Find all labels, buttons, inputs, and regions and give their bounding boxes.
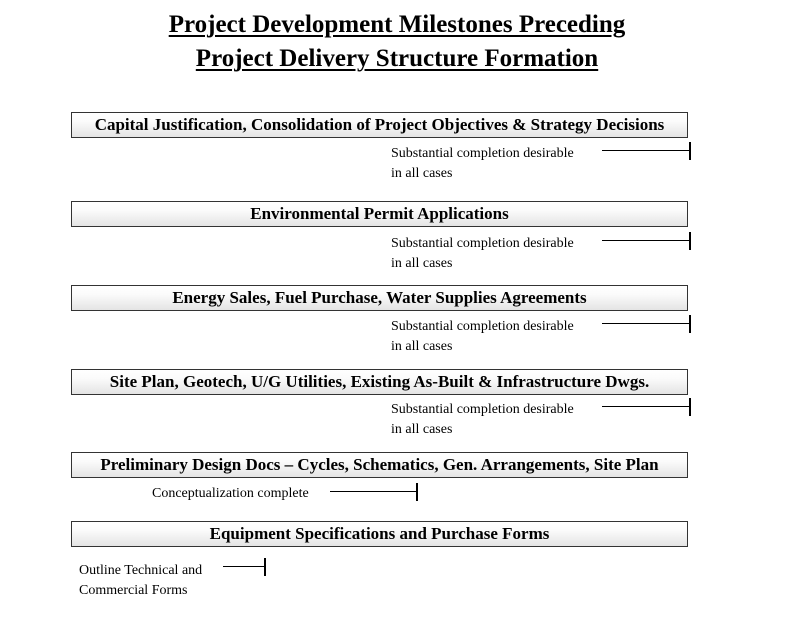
note-line: Commercial Forms [79, 582, 188, 598]
milestone-note-capital-justification [391, 144, 574, 183]
note-line: Outline Technical and [79, 563, 203, 578]
milestone-note-preliminary-design [152, 484, 309, 504]
milestone-bar-equipment-specifications: Equipment Specifications and Purchase Forms [71, 521, 688, 547]
milestone-bar-capital-justification: Capital Justification, Consolidation of Project Objectives & Strategy Decisions [71, 112, 688, 138]
note-line: in all cases [391, 421, 453, 437]
note-line: Substantial completion desirable [391, 146, 574, 161]
note-line: Substantial completion desirable [391, 402, 574, 417]
note-line: Substantial completion desirable [391, 319, 574, 334]
completion-arrow [602, 398, 691, 416]
completion-arrow [602, 142, 691, 160]
milestone-note-equipment-specifications [79, 561, 202, 600]
milestone-bar-site-plan: Site Plan, Geotech, U/G Utilities, Existing As-Built & Infrastructure Dwgs. [71, 369, 688, 395]
title-line-1: Project Development Milestones Preceding [168, 11, 626, 38]
milestone-bar-environmental-permits: Environmental Permit Applications [71, 201, 688, 227]
milestone-note-site-plan [391, 400, 574, 439]
note-line: in all cases [391, 255, 453, 271]
note-line: in all cases [391, 338, 453, 354]
milestone-note-environmental-permits [391, 234, 574, 273]
note-line: Substantial completion desirable [391, 236, 574, 251]
title-line-2: Project Delivery Structure Formation [195, 45, 599, 72]
note-line: in all cases [391, 165, 453, 181]
milestone-note-energy-sales [391, 317, 574, 356]
completion-arrow [223, 558, 266, 576]
milestone-bar-preliminary-design: Preliminary Design Docs – Cycles, Schematics, Gen. Arrangements, Site Plan [71, 452, 688, 478]
completion-arrow [602, 232, 691, 250]
milestone-bar-energy-sales: Energy Sales, Fuel Purchase, Water Supplies Agreements [71, 285, 688, 311]
completion-arrow [330, 483, 418, 501]
completion-arrow [602, 315, 691, 333]
note-line: Conceptualization complete [152, 486, 309, 501]
